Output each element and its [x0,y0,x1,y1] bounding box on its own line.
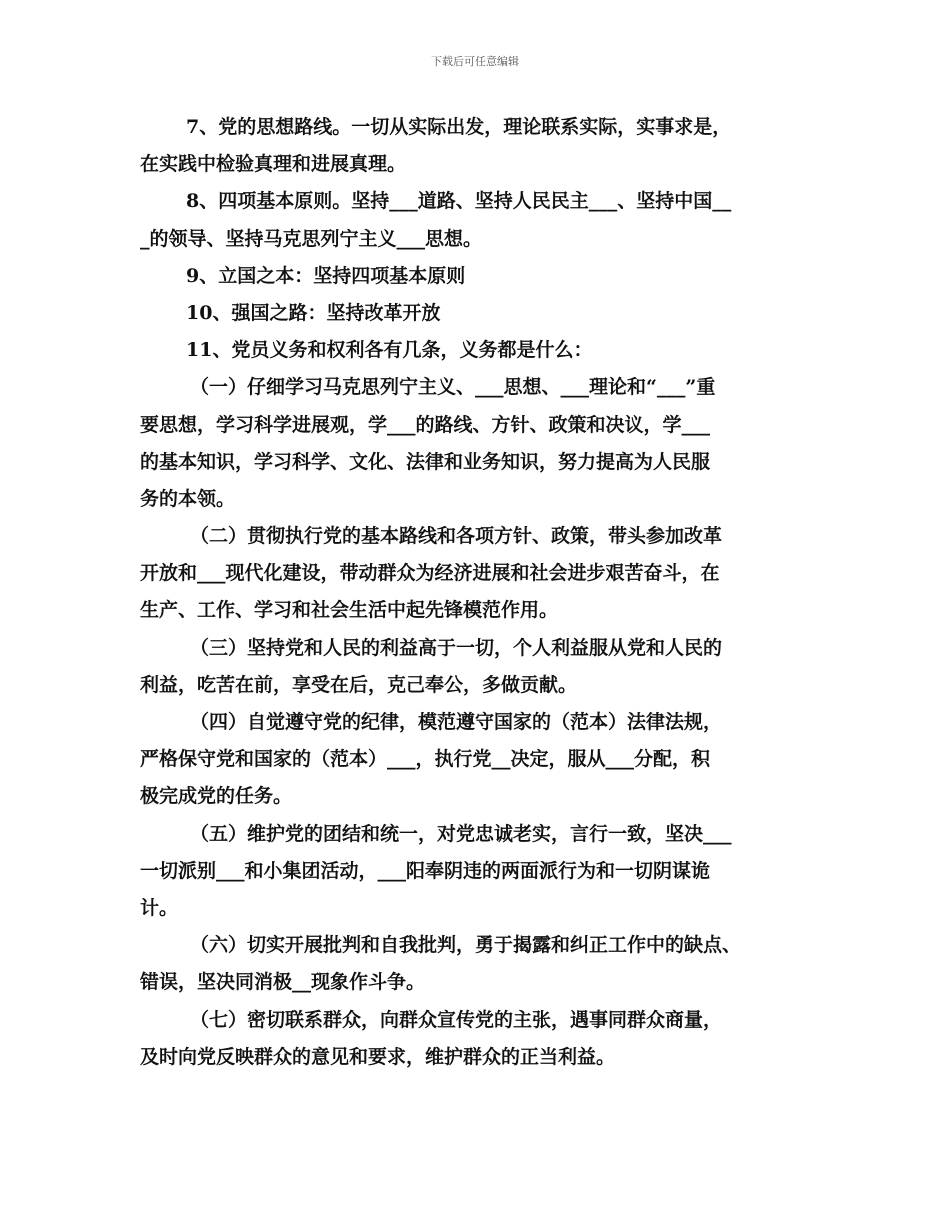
text-line: （二）贯彻执行党的基本路线和各项方针、政策，带头参加改革 [190,525,723,548]
text-line: （五）维护党的团结和统一，对党忠诚老实，言行一致，坚决___ [190,822,732,845]
page-header: 下载后可任意编辑 [431,55,519,68]
text-line: 开放和___现代化建设，带动群众为经济进展和社会进步艰苦奋斗，在 [140,562,720,585]
document-body [140,109,830,1076]
text-line: 极完成党的任务。 [140,785,293,808]
text-line: （七）密切联系群众，向群众宣传党的主张，遇事同群众商量， [190,1008,723,1031]
text-line: （四）自觉遵守党的纪律，模范遵守国家的（范本）法律法规， [190,711,723,733]
text-line: _的领导、坚持马克思列宁主义___思想。 [140,227,483,250]
text-line: 的基本知识，学习科学、文化、法律和业务知识，努力提高为人民服 [140,450,711,473]
text-line: 10、强国之路：坚持改革开放 [186,301,441,324]
text-line: 9、立国之本：坚持四项基本原则 [186,264,466,287]
text-line: 利益，吃苦在前，享受在后，克己奉公，多做贡献。 [140,673,578,696]
text-line: 生产、工作、学习和社会生活中起先锋模范作用。 [140,599,559,622]
text-line: 错误，坚决同消极__现象作斗争。 [140,971,426,994]
text-line: 及时向党反映群众的意见和要求，维护群众的正当利益。 [140,1045,616,1068]
text-line: 严格保守党和国家的（范本）___，执行党__决定，服从___分配，积 [140,748,711,771]
text-line: 11、党员义务和权利各有几条，义务都是什么： [186,339,593,362]
text-line: 8、四项基本原则。坚持___道路、坚持人民民主___、坚持中国__ [186,190,732,213]
text-line: 要思想，学习科学进展观，学___的路线、方针、政策和决议，学___ [140,413,711,436]
text-line: （六）切实开展批判和自我批判，勇于揭露和纠正工作中的缺点、 [190,934,742,957]
text-line: 务的本领。 [140,487,236,510]
text-line: 一切派别___和小集团活动，___阳奉阴违的两面派行为和一切阴谋诡 [140,859,711,882]
text-line: （三）坚持党和人民的利益高于一切，个人利益服从党和人民的 [190,636,723,659]
text-line: （一）仔细学习马克思列宁主义、___思想、___理论和“___”重 [190,376,716,399]
text-line: 7、党的思想路线。一切从实际出发，理论联系实际，实事求是， [186,116,732,138]
text-line: 在实践中检验真理和进展真理。 [140,153,407,176]
text-line: 计。 [140,896,179,919]
